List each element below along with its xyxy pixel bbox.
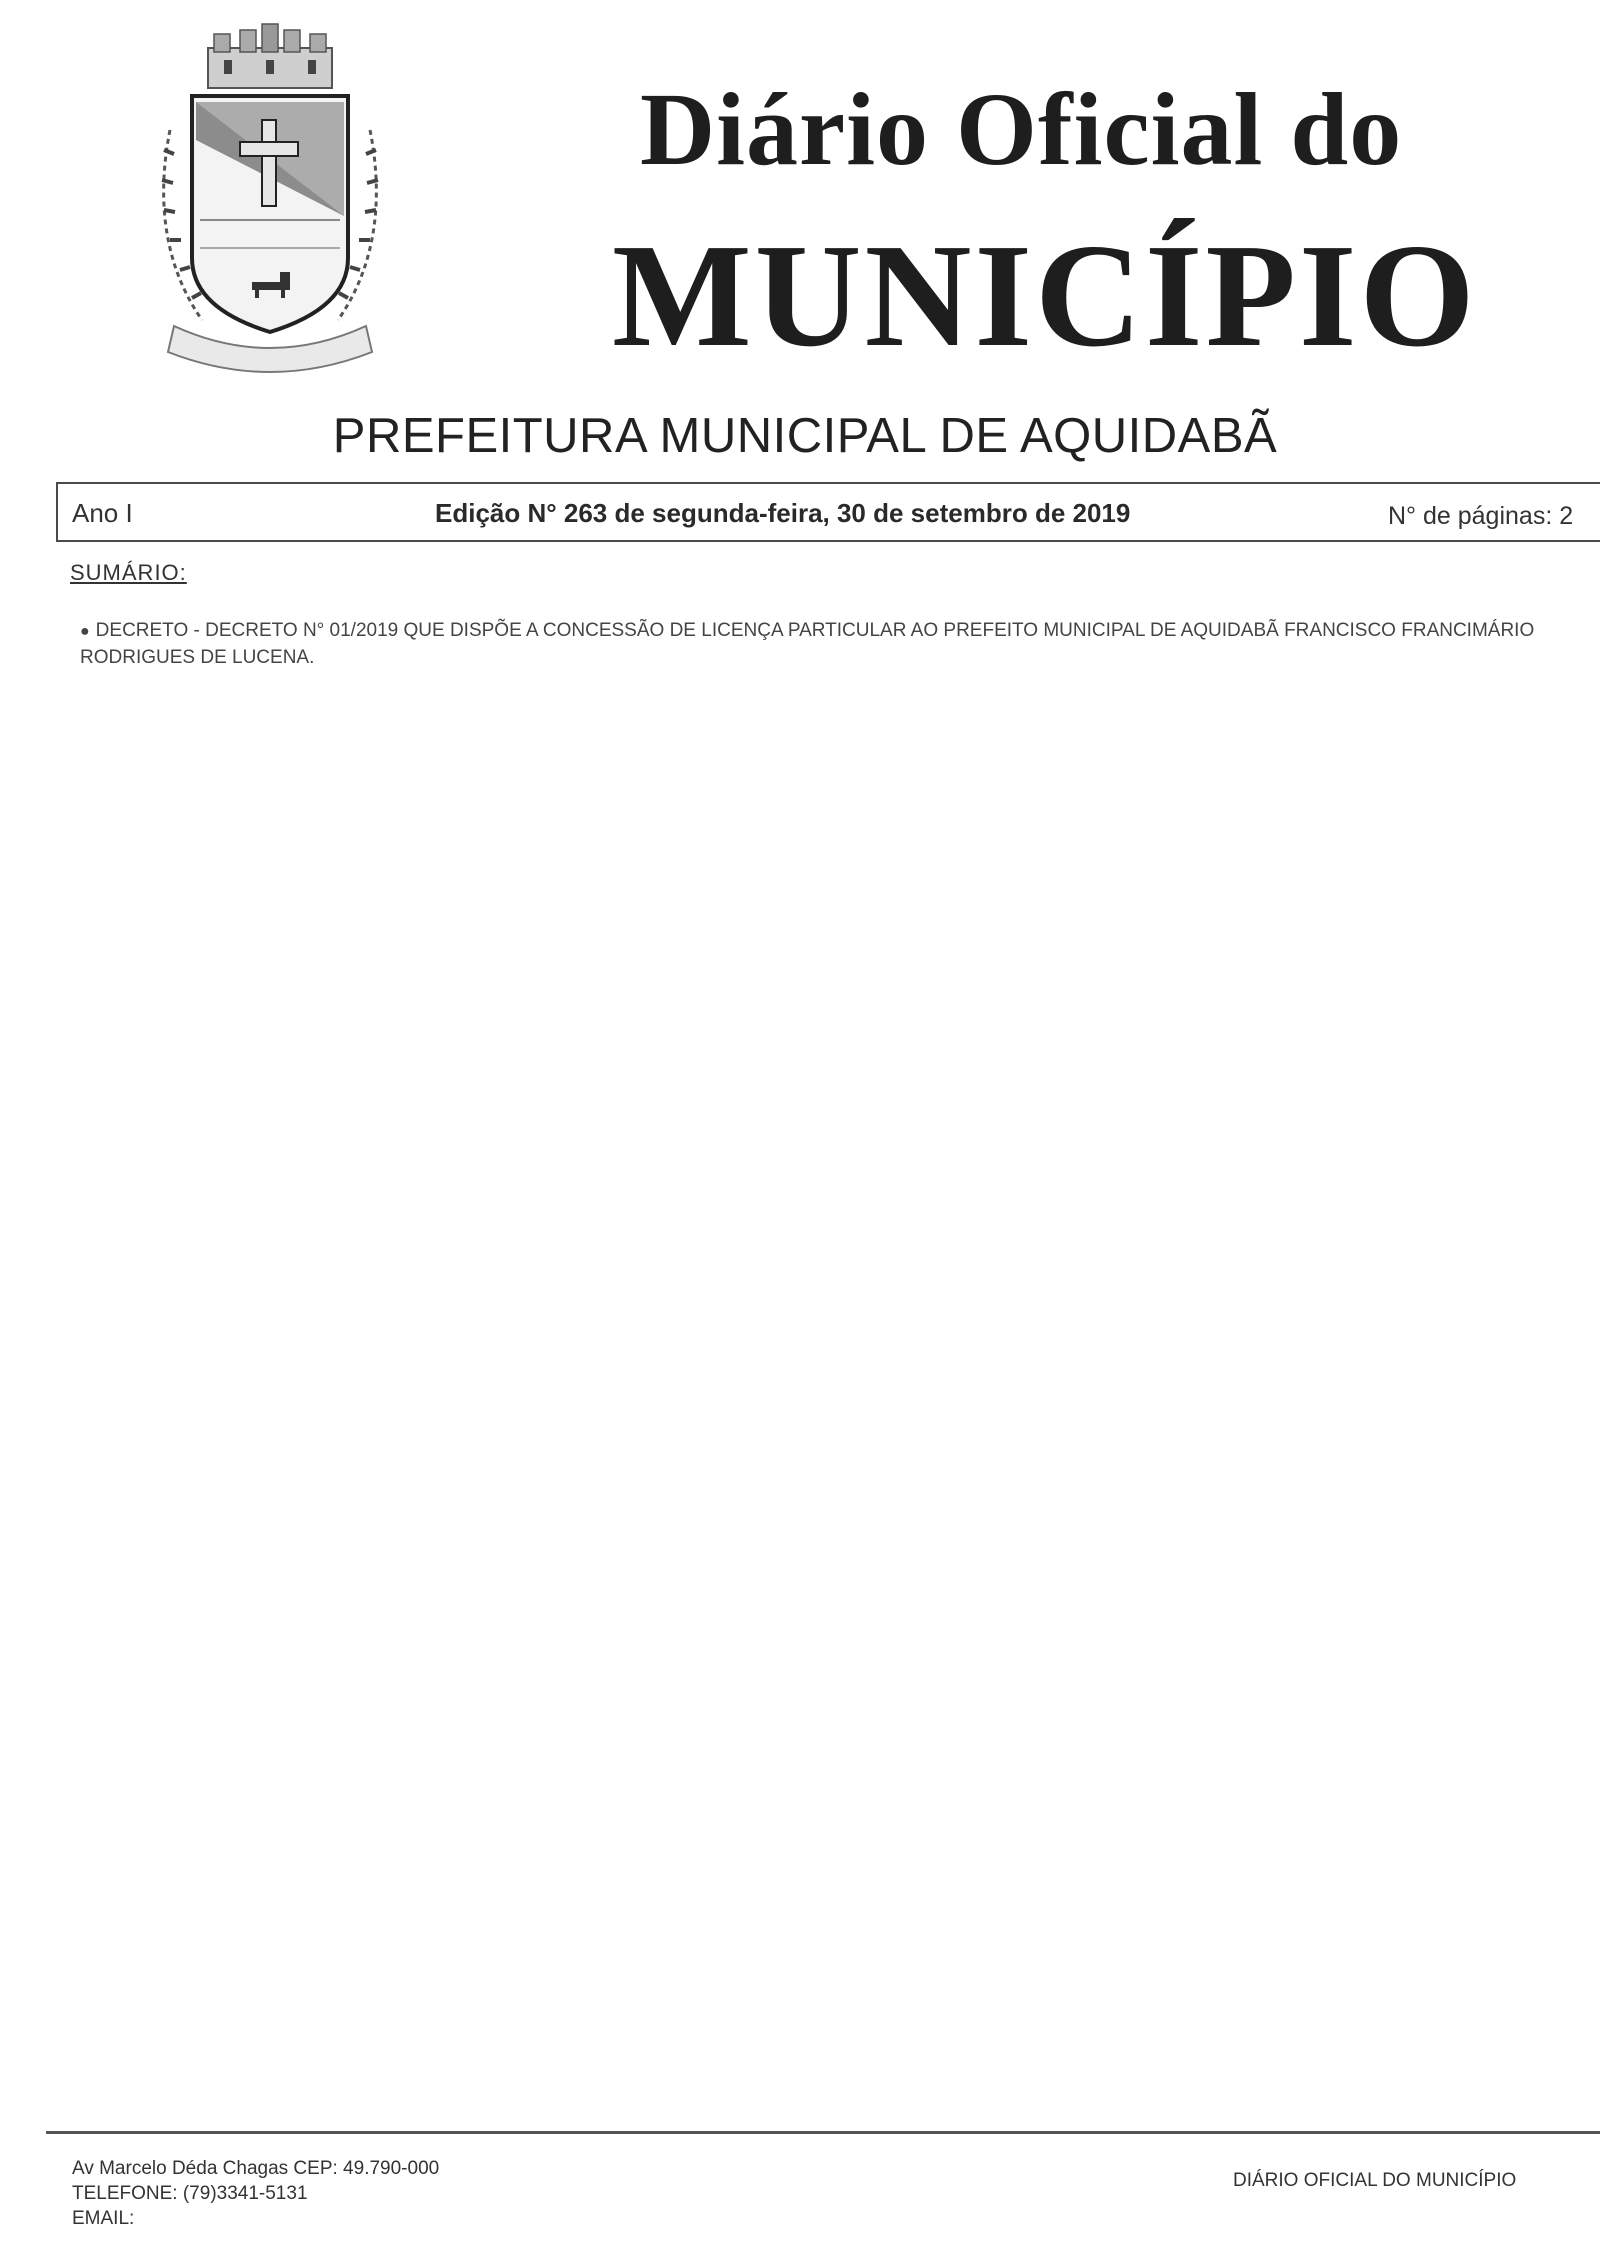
footer-email: EMAIL:	[72, 2208, 135, 2229]
footer-divider	[46, 2131, 1600, 2134]
summary-item-category: DECRETO	[95, 620, 189, 641]
footer-telefone: TELEFONE: (79)3341-5131	[72, 2183, 308, 2204]
summary-heading: SUMÁRIO:	[70, 560, 187, 585]
summary-item	[80, 618, 1580, 671]
edition-info-bar	[56, 482, 1600, 542]
municipal-crest-logo	[140, 20, 400, 385]
masthead-title-line-1: Diário Oficial do	[640, 72, 1403, 187]
footer-contact	[72, 2156, 439, 2231]
bullet-icon: ●	[80, 623, 90, 640]
edition-label: Edição N° 263 de segunda-feira, 30 de setembro de 2019	[435, 498, 1131, 528]
masthead-title-line-2: MUNICÍPIO	[612, 214, 1478, 378]
summary-item-text: - DECRETO N° 01/2019 QUE DISPÕE A CONCESSÃO DE LICENÇA PARTICULAR AO PREFEITO MUNICIPAL DE AQUIDABÃ FRANCISCO FRANCIMÁRIO RODRIGUES DE LUCENA.	[80, 620, 1535, 668]
year-label: Ano I	[72, 498, 133, 528]
footer-address: Av Marcelo Déda Chagas CEP: 49.790-000	[72, 2158, 440, 2179]
page-count-label: N° de páginas: 2	[1388, 502, 1574, 530]
publisher-subtitle: PREFEITURA MUNICIPAL DE AQUIDABÃ	[332, 409, 1278, 463]
footer-publication-name: DIÁRIO OFICIAL DO MUNICÍPIO	[1233, 2170, 1517, 2191]
